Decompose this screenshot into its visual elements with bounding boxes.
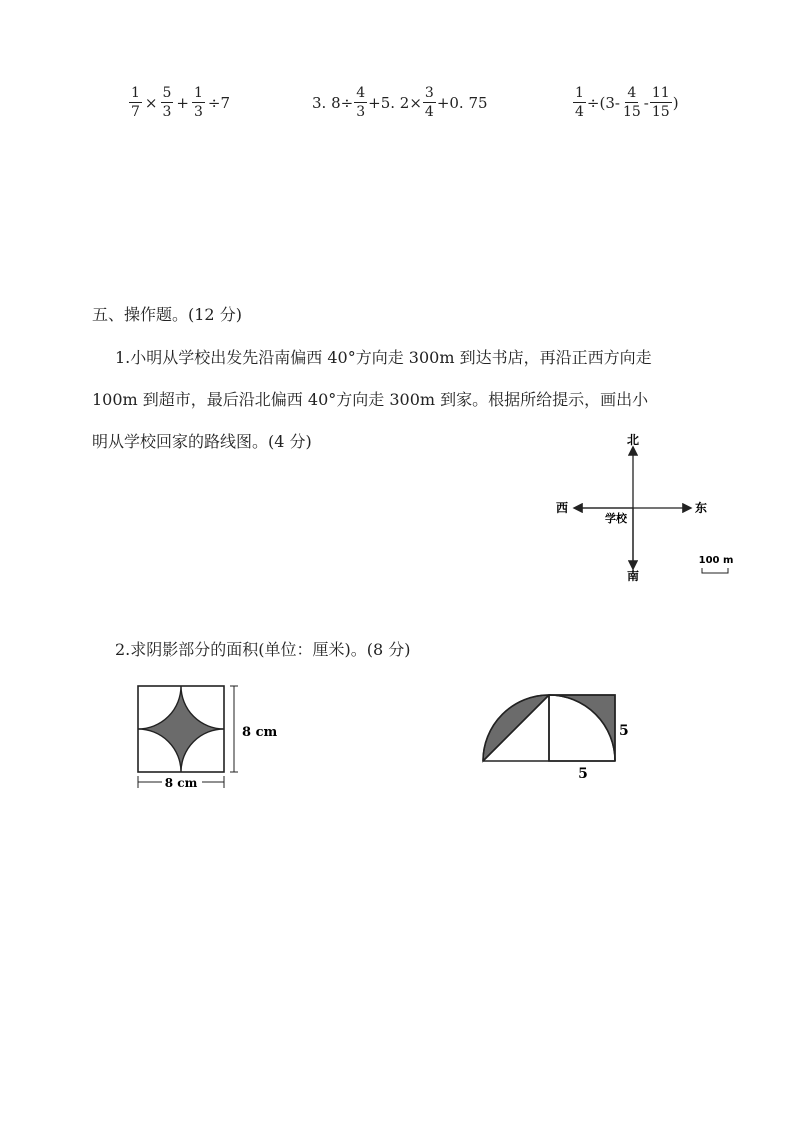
fraction: $\frac{4}{15}$ bbox=[622, 85, 641, 120]
bottom-side-label: 5 bbox=[578, 766, 588, 782]
scale-bar bbox=[702, 568, 728, 573]
figure-semicircle-square bbox=[475, 685, 645, 785]
west-label: 西 bbox=[555, 501, 569, 515]
question-1-line-3: 明从学校回家的路线图。(4 分) bbox=[92, 432, 312, 451]
operator: ÷7 bbox=[207, 93, 231, 112]
fraction: $\frac{3}{4}$ bbox=[424, 85, 434, 120]
figure-square-arcs bbox=[128, 678, 278, 796]
east-label: 东 bbox=[694, 501, 708, 515]
expression-text: 3. 8÷ bbox=[312, 93, 354, 112]
problem-3 bbox=[572, 86, 679, 119]
north-label: 北 bbox=[626, 433, 640, 447]
operator: × bbox=[144, 93, 158, 112]
expression-text: ÷(3- bbox=[586, 93, 620, 112]
school-label: 学校 bbox=[605, 512, 627, 525]
fraction: $\frac{1}{4}$ bbox=[575, 85, 584, 120]
south-label: 南 bbox=[626, 569, 640, 583]
fraction: $\frac{5}{3}$ bbox=[162, 85, 172, 120]
operator: - bbox=[643, 93, 649, 112]
fraction: $\frac{1}{3}$ bbox=[194, 85, 203, 120]
fraction: $\frac{11}{15}$ bbox=[651, 85, 670, 120]
question-2: 2.求阴影部分的面积(单位：厘米)。(8 分) bbox=[115, 640, 411, 659]
side-length-label: 8 cm bbox=[242, 725, 278, 740]
fraction: $\frac{1}{7}$ bbox=[131, 85, 140, 120]
question-1-line-2: 100m 到超市，最后沿北偏西 40°方向走 300m 到家。根据所给提示，画出小 bbox=[92, 390, 649, 409]
section-heading: 五、操作题。(12 分) bbox=[92, 305, 242, 324]
question-1-line-1: 1.小明从学校出发先沿南偏西 40°方向走 300m 到达书店，再沿正西方向走 bbox=[115, 348, 652, 367]
expression-text: +5. 2× bbox=[368, 93, 422, 112]
problem-1 bbox=[128, 86, 232, 119]
shaded-star-region bbox=[138, 686, 224, 772]
scale-label: 100 m bbox=[698, 555, 734, 566]
bottom-length-label: 8 cm bbox=[164, 776, 198, 790]
shaded-right-corner bbox=[549, 695, 615, 761]
expression-text: ) bbox=[672, 93, 679, 112]
expression-text: +0. 75 bbox=[436, 93, 488, 112]
fraction: $\frac{4}{3}$ bbox=[356, 85, 366, 120]
problem-2 bbox=[312, 86, 488, 119]
right-side-label: 5 bbox=[619, 723, 629, 739]
compass-diagram bbox=[540, 430, 750, 590]
operator: + bbox=[176, 93, 189, 112]
